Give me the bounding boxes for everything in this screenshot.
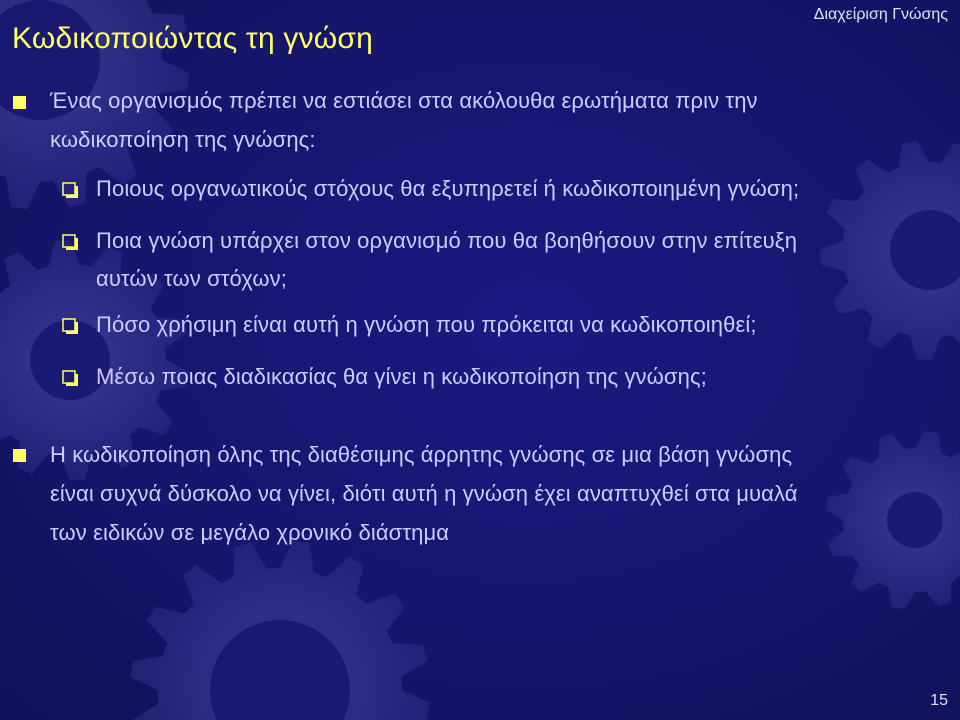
checkbox-bullet-icon — [62, 182, 79, 199]
bullet-sub2-line2: αυτών των στόχων; — [96, 266, 287, 291]
bullet-sub3: Πόσο χρήσιμη είναι αυτή η γνώση που πρόκειται να κωδικοποιηθεί; — [96, 312, 757, 337]
slide-title: Κωδικοποιώντας τη γνώση — [12, 22, 374, 55]
checkbox-bullet-icon — [62, 370, 79, 387]
bullet-sub4: Μέσω ποιας διαδικασίας θα γίνει η κωδικοποίηση της γνώσης; — [96, 364, 707, 389]
bullet-main1-line1: Ένας οργανισμός πρέπει να εστιάσει στα ακόλουθα ερωτήματα πριν την — [50, 88, 758, 113]
section-label: Διαχείριση Γνώσης — [813, 6, 948, 23]
bullet-main2-line3: των ειδικών σε μεγάλο χρονικό διάστημα — [50, 520, 450, 545]
gear-hole — [887, 492, 943, 548]
square-bullet-icon — [13, 96, 26, 109]
page-number: 15 — [930, 692, 948, 709]
bullet-main1-line2: κωδικοποίηση της γνώσης: — [50, 127, 316, 152]
square-bullet-icon — [13, 449, 26, 462]
bullet-main2-line1: Η κωδικοποίηση όλης της διαθέσιμης άρρητης γνώσης σε μια βάση γνώσης — [50, 442, 793, 467]
bullet-sub1: Ποιους οργανωτικούς στόχους θα εξυπηρετεί ή κωδικοποιημένη γνώση; — [96, 176, 800, 201]
bullet-main2-line2: είναι συχνά δύσκολο να γίνει, διότι αυτή η γνώση έχει αναπτυχθεί στα μυαλά — [50, 481, 798, 506]
checkbox-bullet-icon — [62, 234, 79, 251]
checkbox-bullet-icon — [62, 318, 79, 335]
bullet-sub2-line1: Ποια γνώση υπάρχει στον οργανισμό που θα βοηθήσουν στην επίτευξη — [96, 228, 798, 253]
